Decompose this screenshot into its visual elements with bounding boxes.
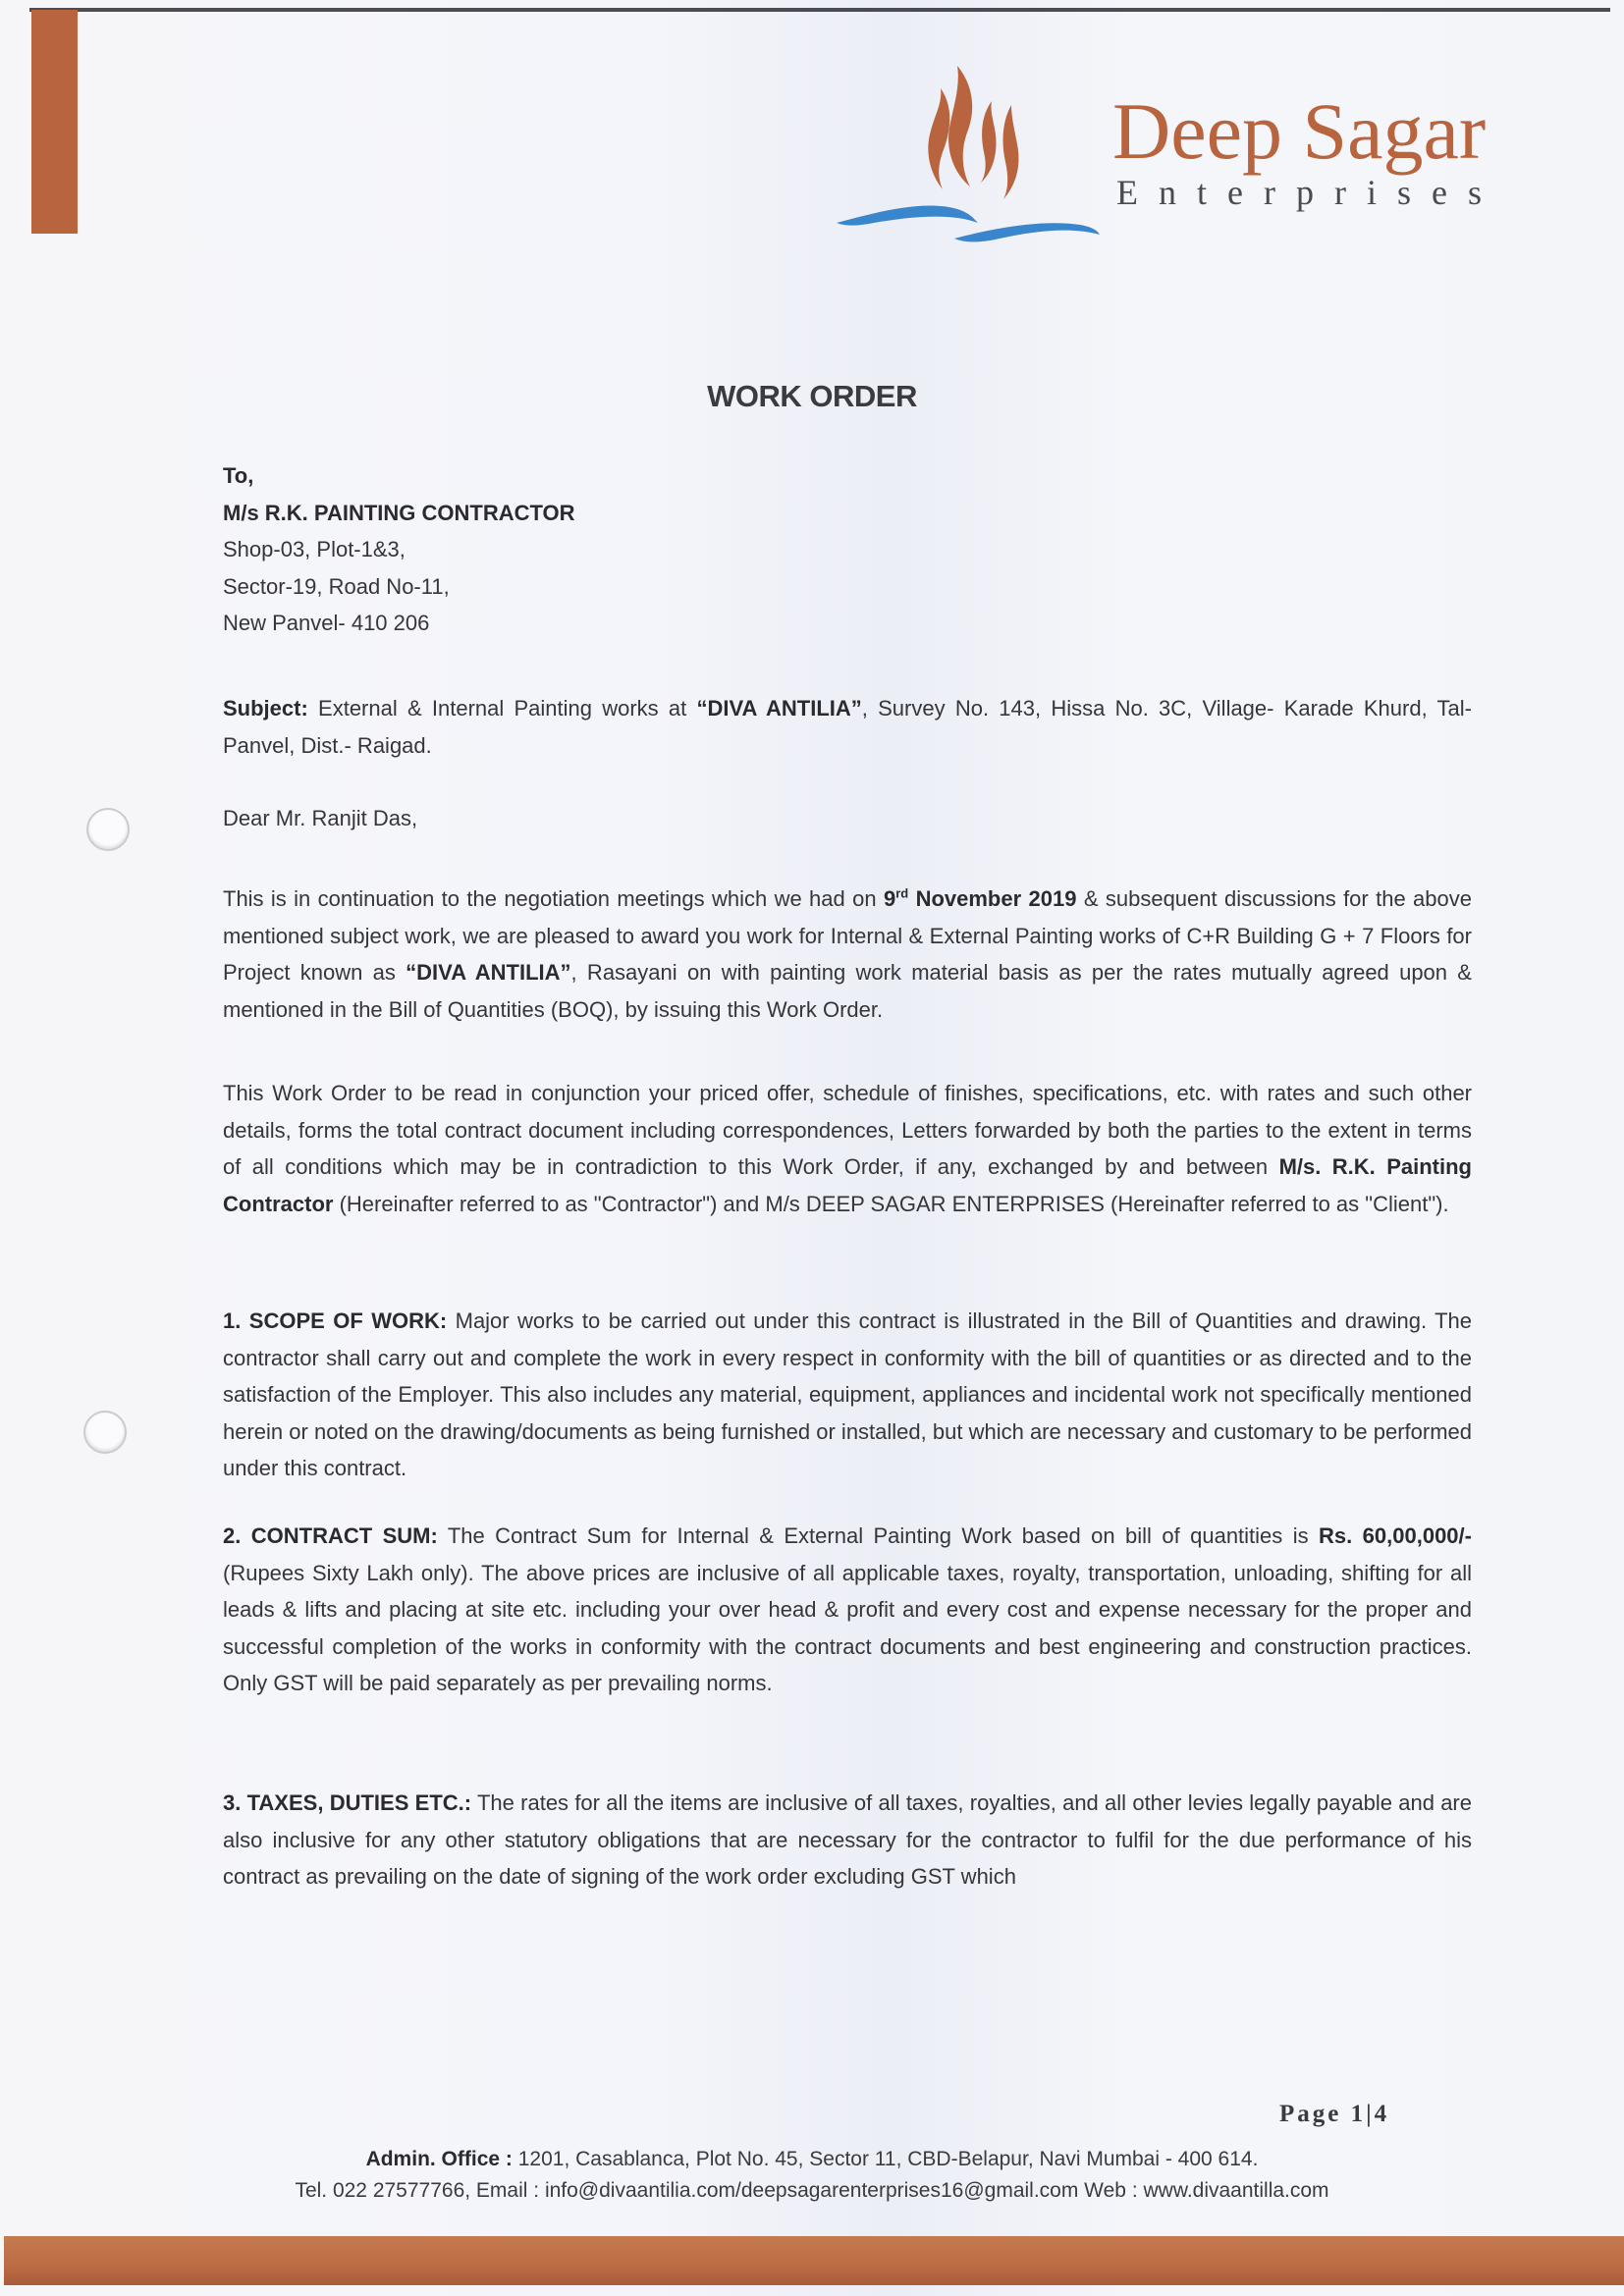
salutation-to: To,: [223, 463, 254, 488]
meeting-date: [884, 886, 1077, 911]
clause-text: The rates for all the items are inclusive of all taxes, royalties, and all other levies legally payable and are also inclusive for any other statutory obligations that are necessary for the contractor to fulfil for the due performance of his contract as prevailing on the date of signing of the work order excluding GST which: [223, 1790, 1472, 1889]
address-line: Sector-19, Road No-11,: [223, 573, 450, 599]
punch-hole: [83, 1411, 127, 1454]
date-suffix: rd: [895, 885, 909, 901]
brand-subtitle: Enterprises: [1116, 173, 1502, 212]
punch-hole: [86, 808, 130, 851]
clause-text: (Rupees Sixty Lakh only). The above prices are inclusive of all applicable taxes, royalty, transportation, unloading, shifting for all leads & lifts and placing at site etc. including your over head & profit and every cost and expense necessary for the proper and successful completion of the works in conformity with the contract documents and best engineering and construction practices. Only GST will be paid separately as per prevailing norms.: [223, 1560, 1472, 1695]
scan-top-edge: [29, 8, 1610, 12]
footer-contact: Tel. 022 27577766, Email : info@divaantilia.com/deepsagarenterprises16@gmail.com Web : www.divaantilla.com: [295, 2179, 1329, 2202]
date-day: 9: [883, 886, 896, 911]
conjunction-text: (Hereinafter referred to as "Contractor") and M/s DEEP SAGAR ENTERPRISES (Hereinafter referred to as "Client").: [333, 1191, 1449, 1216]
clause-contract-sum: [223, 1518, 1472, 1702]
subject-text: , Survey No. 143, Hissa No. 3C, Village- Karade Khurd, Tal- Panvel, Dist.- Raigad.: [223, 696, 1472, 758]
subject-label: Subject:: [223, 696, 308, 721]
letterhead-bottom-bar: [4, 2236, 1624, 2285]
subject-text: External & Internal Painting works at: [307, 696, 697, 721]
clause-heading: 2. CONTRACT SUM:: [223, 1523, 438, 1548]
footer-address: [0, 2148, 1624, 2171]
company-logo: [835, 54, 1600, 250]
clause-heading: 1. SCOPE OF WORK:: [223, 1308, 448, 1333]
contract-amount: Rs. 60,00,000/-: [1319, 1523, 1472, 1548]
clause-text: Major works to be carried out under this contract is illustrated in the Bill of Quantities and drawing. The contractor shall carry out and complete the work in every respect in conformity with the bill of quantities or as directed and to the satisfaction of the Employer. This also includes any material, equipment, appliances and incidental work not specifically mentioned herein or noted on the drawing/documents as being furnished or installed, but which are necessary and customary to be performed under this contract.: [223, 1308, 1472, 1480]
subject-line: [223, 690, 1472, 764]
address-line: New Panvel- 410 206: [223, 611, 430, 635]
brand-name: Deep Sagar: [1112, 86, 1487, 176]
conjunction-paragraph: [223, 1075, 1472, 1222]
address-line: Shop-03, Plot-1&3,: [223, 537, 406, 561]
letterhead-side-bar: [31, 10, 78, 234]
clause-scope-of-work: [223, 1303, 1472, 1487]
intro-text: , Rasayani on with painting work material basis as per the rates mutually agreed upon & mentioned in the Bill of Quantities (BOQ), by issuing this Work Order.: [223, 960, 1472, 1022]
recipient-block: [223, 457, 1472, 642]
date-rest: November 2019: [908, 886, 1077, 911]
contractor-name: M/s. R.K. Painting Contractor: [223, 1154, 1472, 1216]
page-number: Page 1|4: [1279, 2101, 1390, 2127]
admin-office-address: 1201, Casablanca, Plot No. 45, Sector 11, CBD-Belapur, Navi Mumbai - 400 614.: [512, 2148, 1259, 2170]
intro-text: & subsequent discussions for the above mentioned subject work, we are pleased to award you work for Internal & External Painting works of C+R Building G + 7 Floors for Project known as: [223, 886, 1472, 985]
conjunction-text: This Work Order to be read in conjunction your priced offer, schedule of finishes, specifications, etc. with rates and such other details, forms the total contract document including correspondences, Letters forwarded by both the parties to the extent in terms of all conditions which may be in contradiction to this Work Order, if any, exchanged by and between: [223, 1081, 1472, 1179]
document-title: WORK ORDER: [707, 379, 917, 413]
intro-paragraph: [223, 881, 1472, 1028]
flame-wave-logo-icon: [835, 54, 1110, 250]
admin-office-label: Admin. Office :: [365, 2148, 513, 2170]
project-name: “DIVA ANTILIA”: [406, 960, 571, 985]
clause-text: The Contract Sum for Internal & External Painting Work based on bill of quantities is: [437, 1523, 1320, 1548]
clause-heading: 3. TAXES, DUTIES ETC.:: [223, 1790, 472, 1815]
intro-text: This is in continuation to the negotiation meetings which we had on: [223, 886, 884, 911]
project-name: “DIVA ANTILIA”: [696, 696, 862, 721]
greeting: Dear Mr. Ranjit Das,: [223, 806, 418, 830]
clause-taxes-duties: [223, 1785, 1472, 1896]
recipient-name: M/s R.K. PAINTING CONTRACTOR: [223, 500, 575, 525]
